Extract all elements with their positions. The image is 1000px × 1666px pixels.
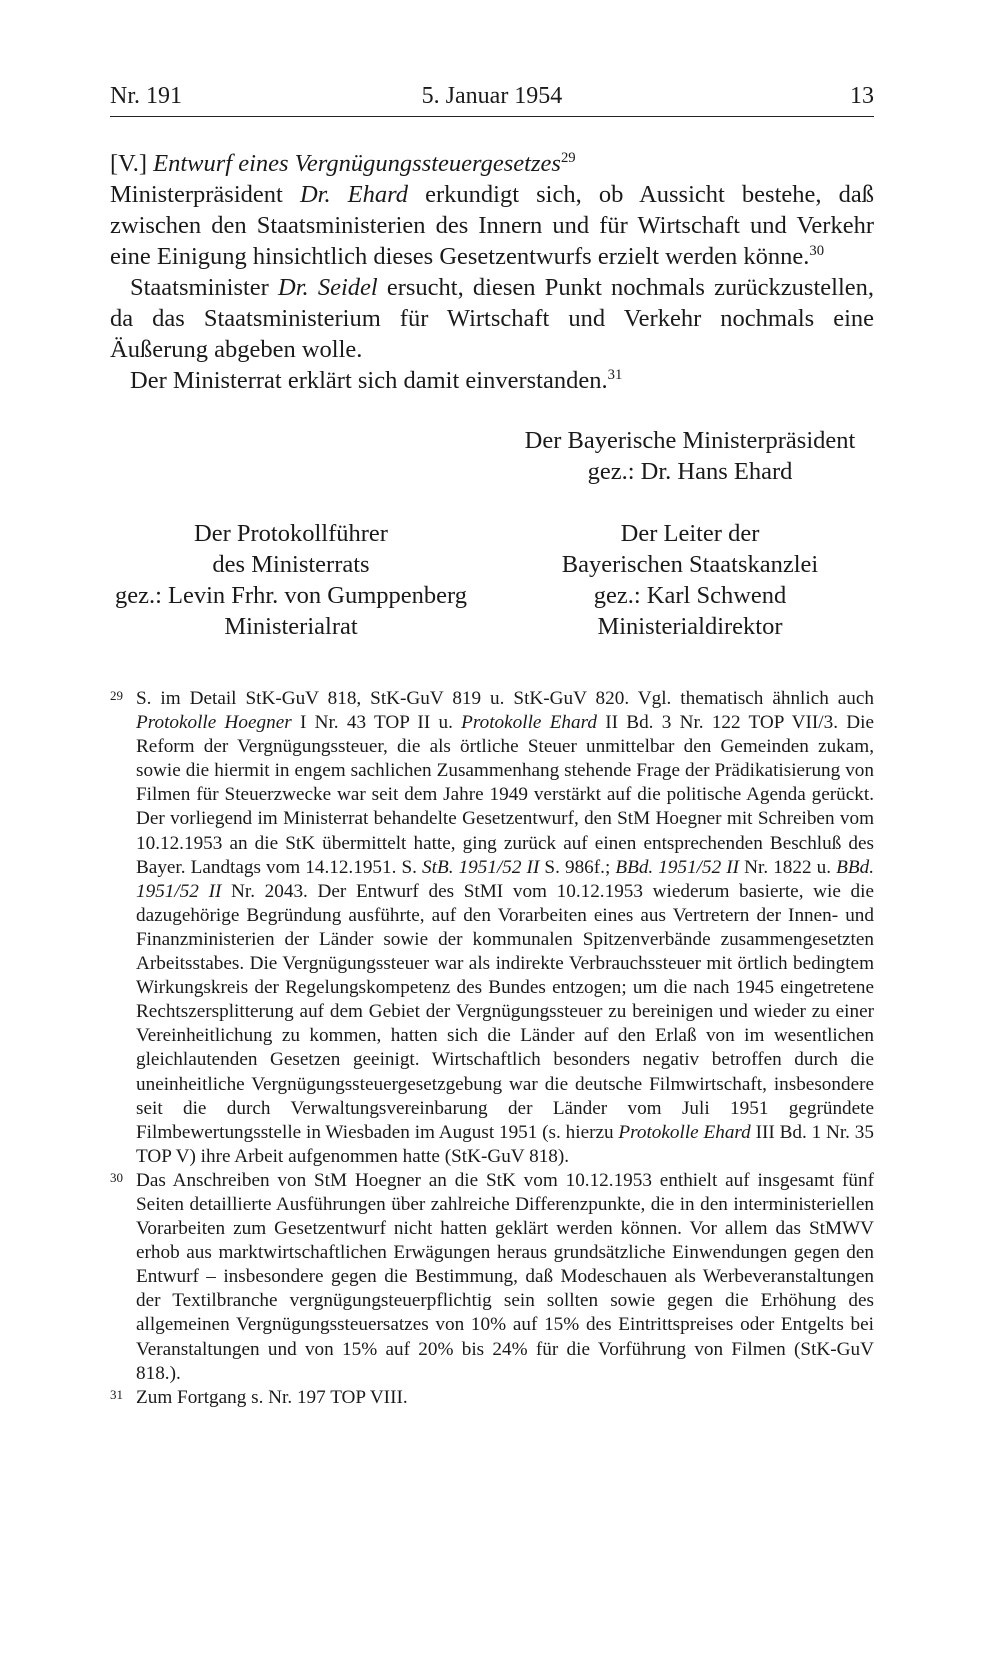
signature-line: Ministerialdirektor bbox=[597, 613, 783, 640]
citation-title: Protokolle Ehard bbox=[618, 1121, 751, 1143]
footnote-text bbox=[136, 687, 874, 1169]
footnote-text-span: S. 986f.; bbox=[539, 856, 616, 878]
footnote-ref[interactable]: 30 bbox=[809, 242, 825, 259]
footnote-number: 31 bbox=[110, 1386, 123, 1402]
signature-line: Ministerialrat bbox=[224, 613, 358, 640]
footnote-text-span: Das Anschreiben von StM Hoegner an die StK vom 10.12.1953 enthielt auf insgesamt fünf Seiten detaillierte Ausführungen über zahlreiche Differenzpunkte, die in den interministeriellen Vorarbeiten zum Gesetzentwurf nicht hatten geklärt werden können. Vor allem das StMWV erhob aus marktwirtschaftlichen Erwägungen heraus grundsätzliche Einwendungen gegen den Entwurf – insbesondere gegen die Bestimmung, daß Modeschauen als Werbeveranstaltungen der Textilbranche vergnügungsteuerpflichtig sein sollten sowie gegen die Erhöhung des allgemeinen Vergnügungssteuersatzes von 10% auf 15% des Eintrittspreises oder Entgelts bei Veranstaltungen und von 15% auf 20% bis 24% für die Vorführung von Filmen (StK-GuV 818.). bbox=[136, 1169, 874, 1384]
main-text bbox=[110, 148, 874, 396]
citation-title: BBd. 1951/52 II bbox=[615, 856, 740, 878]
signature-recorder bbox=[110, 518, 472, 642]
footnote bbox=[110, 687, 874, 1169]
paragraph-decision bbox=[110, 365, 874, 396]
person-name: Dr. Ehard bbox=[299, 181, 409, 208]
citation-title: Protokolle Hoegner bbox=[136, 712, 292, 734]
paragraph-seidel bbox=[110, 272, 874, 365]
signature-line: Der Protokollführer bbox=[194, 520, 388, 547]
signature-line: des Ministerrats bbox=[212, 551, 370, 578]
signature-chancellery bbox=[540, 518, 840, 642]
signature-line: Bayerischen Staatskanzlei bbox=[561, 551, 819, 578]
citation-title: StB. 1951/52 II bbox=[422, 856, 540, 878]
page-number: 13 bbox=[850, 83, 874, 109]
signature-line: Der Leiter der bbox=[620, 520, 760, 547]
text-span: ersucht, diesen Punkt nochmals zurückzustellen, da das Staatsministerium für Wirtschaft und Verkehr nochmals eine Äußerung abgeben wolle. bbox=[110, 274, 874, 363]
signature-line: gez.: Levin Frhr. von Gumppenberg bbox=[114, 582, 467, 609]
footnote-text-span: Nr. 2043. Der Entwurf des StMI vom 10.12.1953 wiederum basierte, wie die dazugehörige Begründung ausführte, auf den Vorarbeiten eines aus Vertretern der Innen- und Finanzministerien der Länder sowie der kommunalen Spitzenverbände zusammengesetzten Arbeitsstabes. Die Vergnügungssteuer war als indirekte Verbrauchssteuer mit örtlich bedingtem Wirkungskreis der Regelungskompetenz des Bundes entzogen; um die nach 1945 eingetretene Rechtszersplitterung auf dem Gebiet der Vergnügungssteuer zu bereinigen und wieder zu einer Vereinheitlichung zu kommen, hatten sich die Länder auf den Erlaß von im wesentlichen gleichlautenden Gesetzen geeinigt. Wirtschaftlich besonders negativ betroffen durch die uneinheitliche Vergnügungssteuergesetzgebung war die deutsche Filmwirtschaft, insbesondere seit die durch Verwaltungsvereinbarung der Länder vom Juli 1951 gegründete Filmbewertungsstelle in Wiesbaden im August 1951 (s. hierzu bbox=[136, 880, 874, 1143]
footnote-text-span: II Bd. 3 Nr. 122 TOP VII/3. Die Reform der Vergnügungssteuer, die als örtliche Steuer unmittelbar den Gemeinden zukam, sowie die hiermit in engem sachlichen Zusammenhang stehende Frage der Prädikatisierung von Filmen für Steuerzwecke war seit dem Jahre 1949 verstärkt auf die politische Agenda gerückt. Der vorliegend im Ministerrat behandelte Gesetzentwurf, den StM Hoegner mit Schreiben vom 10.12.1953 an die StK übermittelt hatte, ging zurück auf einen entsprechenden Beschluß des Bayer. Landtags vom 14.12.1951. S. bbox=[136, 712, 874, 878]
footnote-text bbox=[136, 1386, 874, 1410]
running-header bbox=[110, 82, 874, 114]
text-span: erkundigt sich, ob Aussicht bestehe, daß zwischen den Staatsministerien des Innern und für Wirtschaft und Verkehr eine Einigung hinsichtlich dieses Gesetzentwurfs erzielt werden könne. bbox=[110, 181, 875, 270]
signature-line: Der Bayerische Ministerpräsident bbox=[524, 427, 856, 454]
paragraph-ehard bbox=[110, 179, 874, 272]
footnote-text-span: Nr. 1822 u. bbox=[739, 856, 837, 878]
agenda-item-heading bbox=[110, 148, 874, 179]
signature-president bbox=[500, 425, 880, 487]
signature-line: gez.: Karl Schwend bbox=[593, 582, 787, 609]
footnote bbox=[110, 1386, 874, 1410]
footnote-ref[interactable]: 31 bbox=[607, 366, 623, 383]
footnote-number: 30 bbox=[110, 1169, 123, 1185]
text-span: Der Ministerrat erklärt sich damit einverstanden. bbox=[130, 367, 608, 394]
footnote-number: 29 bbox=[110, 688, 123, 703]
footnote-text-span: III Bd. 1 Nr. 35 TOP V) ihre Arbeit aufgenommen hatte (StK-GuV 818). bbox=[136, 1121, 874, 1167]
footnote bbox=[110, 1169, 874, 1386]
footnote-text bbox=[136, 1169, 874, 1386]
header-rule bbox=[110, 116, 874, 117]
agenda-item-title: Entwurf eines Vergnügungssteuergesetzes bbox=[153, 150, 561, 177]
signature-line: gez.: Dr. Hans Ehard bbox=[587, 458, 793, 485]
footnote-text-span: S. im Detail StK-GuV 818, StK-GuV 819 u. StK-GuV 820. Vgl. thematisch ähnlich auch bbox=[136, 688, 874, 709]
footnote-ref[interactable]: 29 bbox=[560, 149, 576, 166]
citation-title: Protokolle Ehard bbox=[461, 712, 597, 734]
agenda-item-number: [V.] bbox=[110, 150, 147, 177]
footnotes bbox=[110, 687, 874, 1410]
footnote-text-span: Zum Fortgang s. Nr. 197 TOP VIII. bbox=[136, 1386, 408, 1408]
meeting-date: 5. Januar 1954 bbox=[421, 83, 563, 109]
footnote-text-span: I Nr. 43 TOP II u. bbox=[291, 712, 462, 734]
text-span: Staatsminister bbox=[130, 274, 278, 301]
text-span: Ministerpräsident bbox=[110, 181, 300, 208]
document-number: Nr. 191 bbox=[110, 83, 182, 109]
person-name: Dr. Seidel bbox=[278, 274, 378, 301]
citation-title: BBd. 1951/52 II bbox=[136, 856, 874, 902]
